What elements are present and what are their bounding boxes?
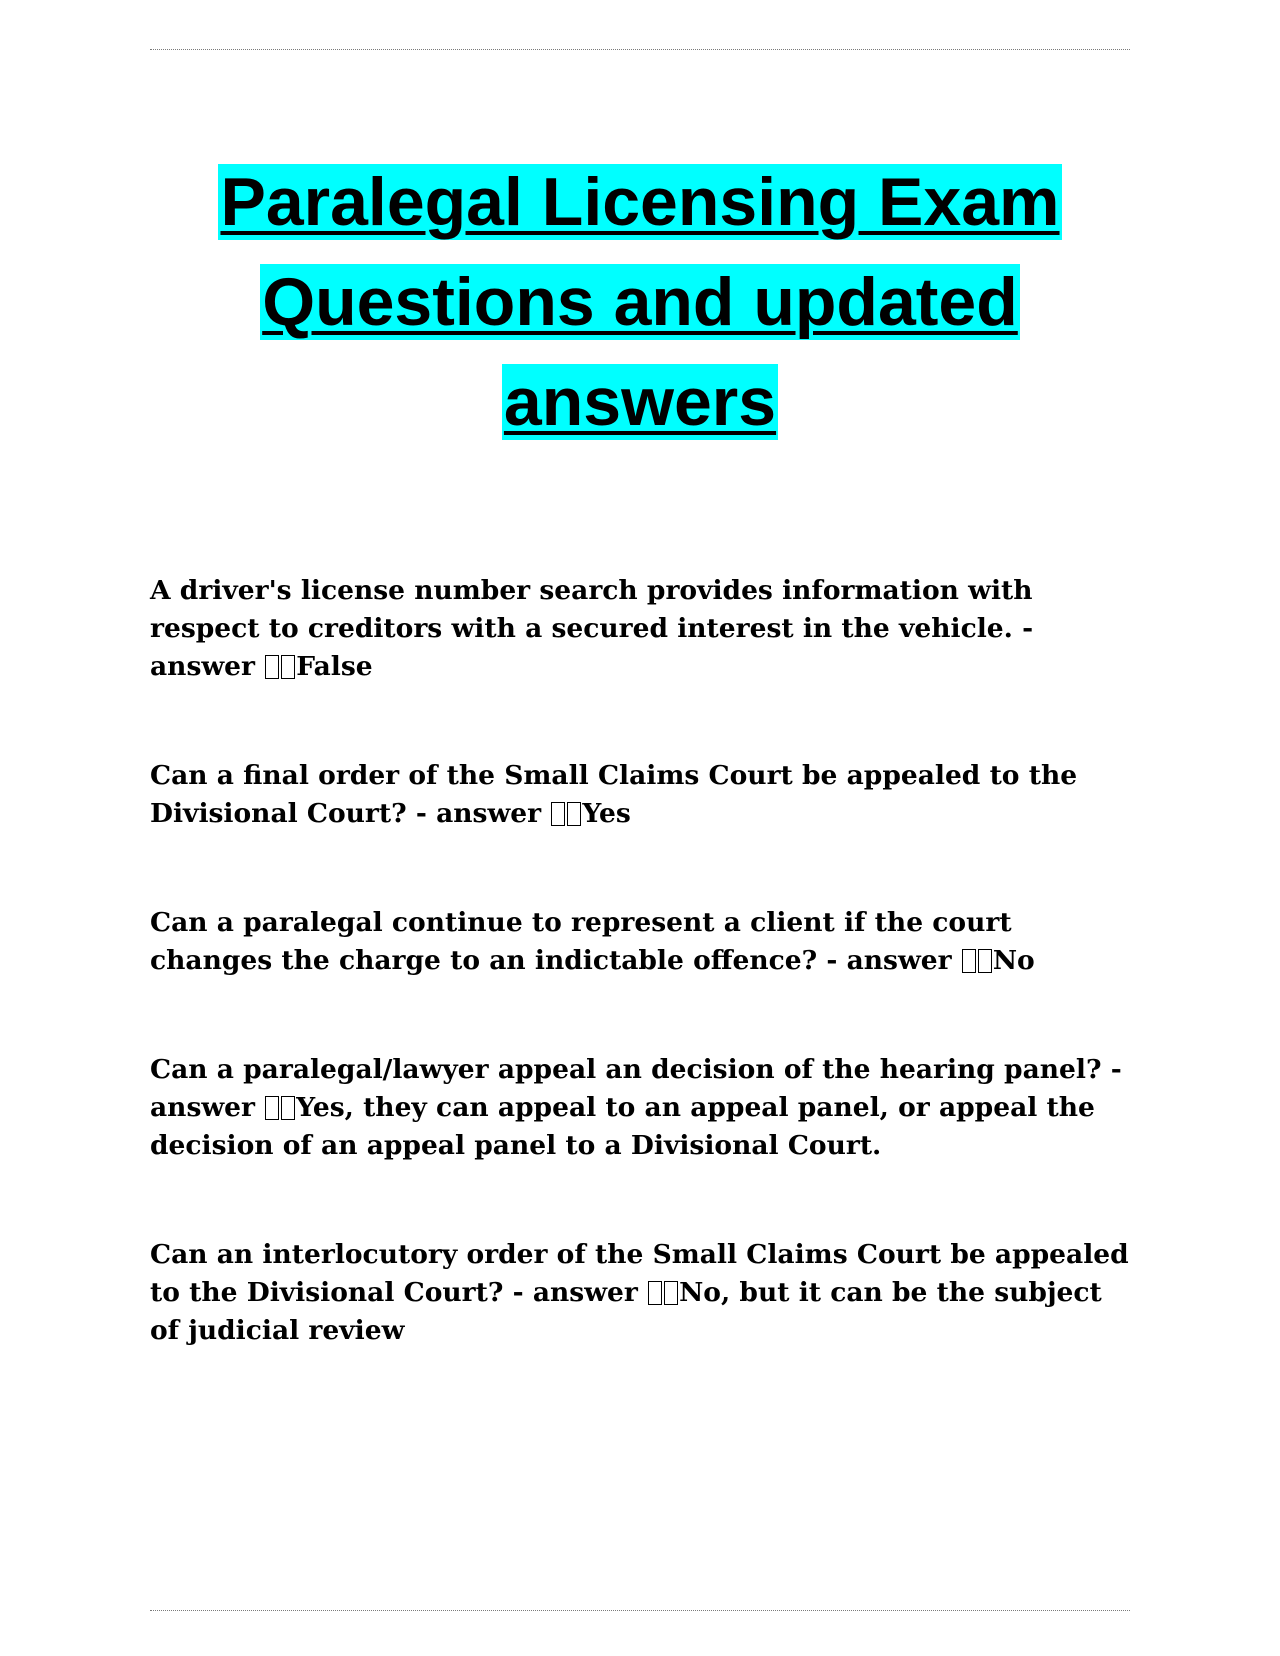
missing-glyph-icon [281, 655, 295, 679]
footer-divider [150, 1610, 1130, 1611]
missing-glyph-icon [978, 949, 992, 973]
question-text: Can an interlocutory order of the Small Claims Court be appealed to the Divisional Court? - answer [150, 1239, 1129, 1308]
missing-glyph-icon [648, 1281, 662, 1305]
question-text: A driver's license number search provides information with respect to creditors with a secured interest in the vehicle. - answer [150, 575, 1034, 682]
missing-glyph-icon [265, 1096, 279, 1120]
qa-item [150, 904, 1135, 980]
answer-text: No [992, 945, 1035, 976]
missing-glyph-icon [281, 1096, 295, 1120]
missing-glyph-icon [551, 802, 565, 826]
qa-item [150, 757, 1135, 833]
qa-item [150, 1051, 1135, 1165]
title-line-2: Questions and updated [262, 264, 1018, 340]
qa-list [150, 572, 1135, 1350]
missing-glyph-icon [664, 1281, 678, 1305]
answer-text: No, but it can be the subject of judicial review [150, 1277, 1102, 1346]
answer-text: Yes [582, 798, 631, 829]
answer-text: False [296, 651, 373, 682]
question-text: Can a final order of the Small Claims Court be appealed to the Divisional Court? - answer [150, 760, 1078, 829]
title-line-1: Paralegal Licensing Exam [220, 164, 1060, 240]
answer-text: Yes, they can appeal to an appeal panel, or appeal the decision of an appeal panel to a Divisional Court. [150, 1092, 1095, 1161]
missing-glyph-icon [962, 949, 976, 973]
missing-glyph-icon [567, 802, 581, 826]
question-text: Can a paralegal continue to represent a client if the court changes the charge to an indictable offence? - answer [150, 907, 1012, 976]
question-text: Can a paralegal/lawyer appeal an decision of the hearing panel? - answer [150, 1054, 1122, 1123]
qa-item [150, 1236, 1135, 1350]
title-line-3: answers [503, 364, 777, 440]
document-title [150, 152, 1130, 452]
qa-item [150, 572, 1135, 686]
missing-glyph-icon [265, 655, 279, 679]
header-divider [150, 49, 1130, 50]
